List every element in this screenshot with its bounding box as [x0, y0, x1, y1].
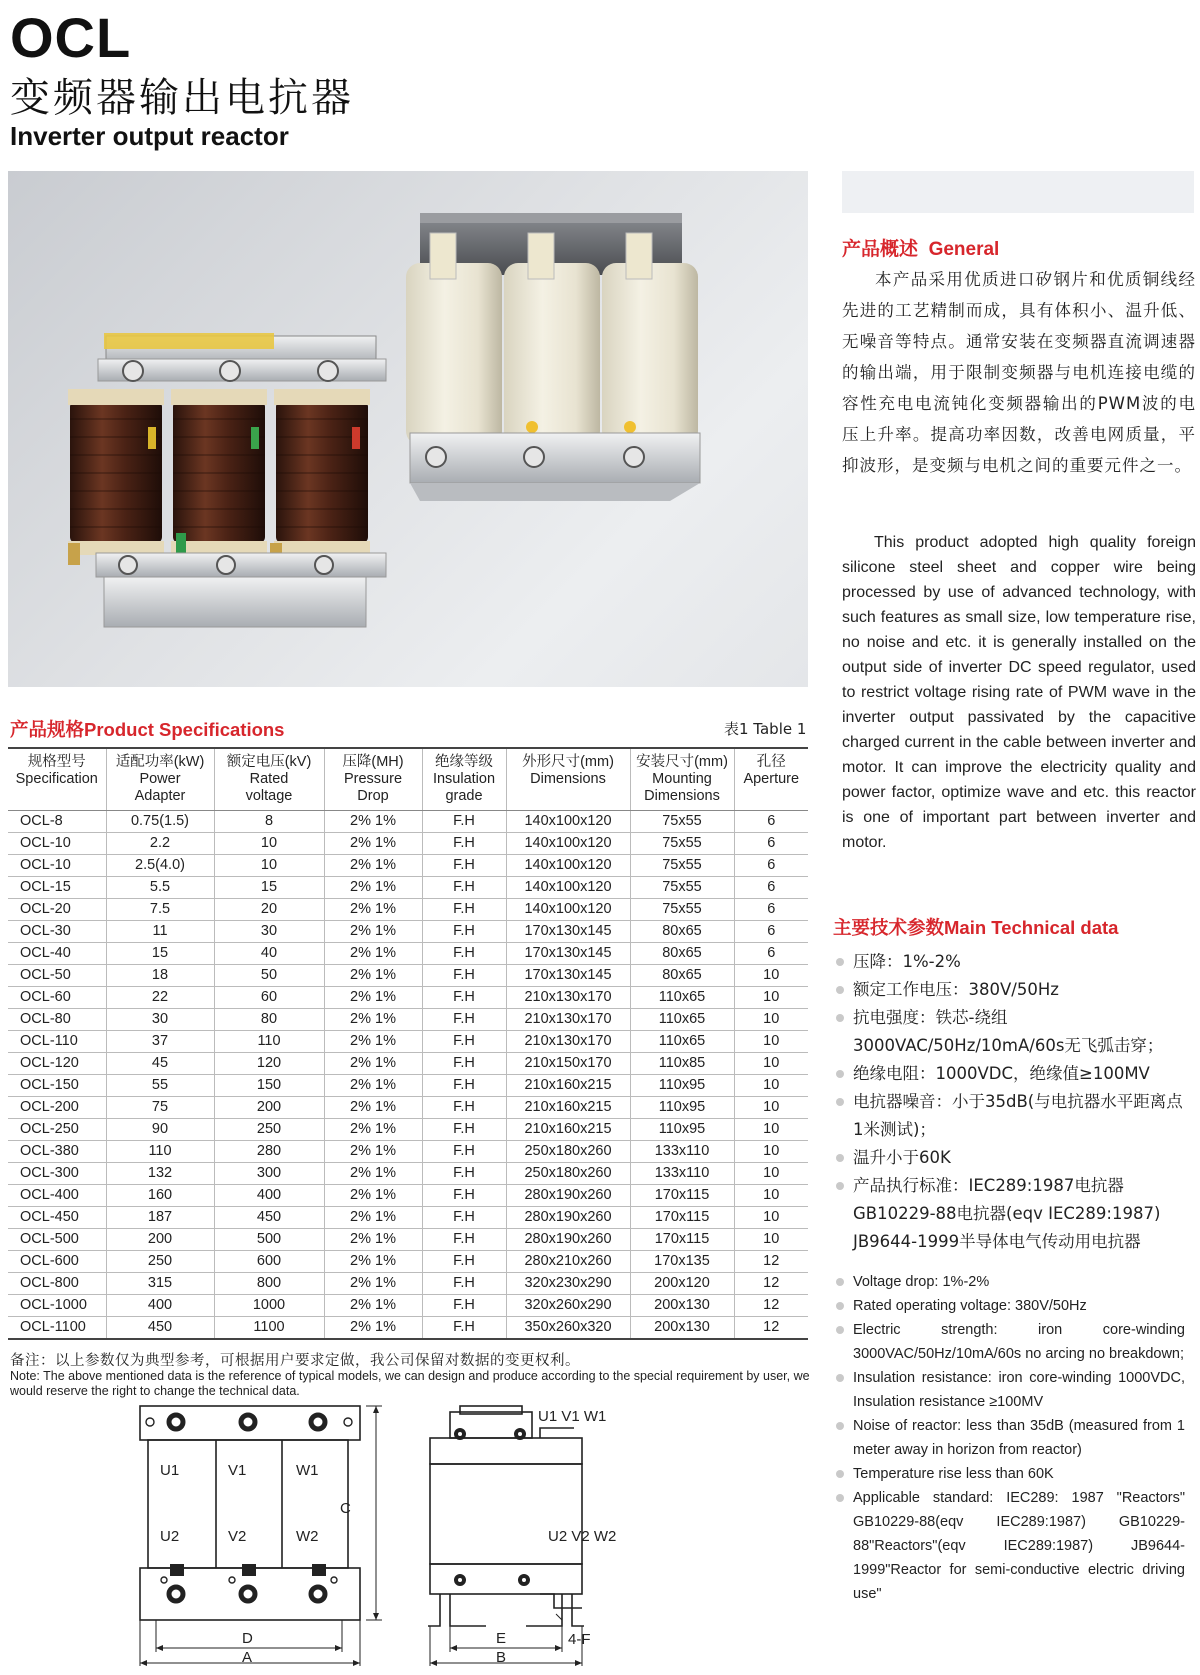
table-cell: 400: [214, 1184, 324, 1206]
table-cell: 2% 1%: [324, 1030, 422, 1052]
header-cell: 压降(MH) Pressure Drop: [324, 748, 422, 810]
table-row: [8, 986, 808, 1008]
table-cell: 200x130: [630, 1294, 734, 1316]
table-row: [8, 810, 808, 832]
table-row: [8, 1228, 808, 1250]
table-cell: 170x115: [630, 1184, 734, 1206]
table-cell: OCL-600: [8, 1250, 106, 1272]
table-row: [8, 1294, 808, 1316]
table-cell: 2% 1%: [324, 986, 422, 1008]
table-cell: 60: [214, 986, 324, 1008]
table-cell: 110x95: [630, 1118, 734, 1140]
table-cell: 132: [106, 1162, 214, 1184]
table-cell: 2% 1%: [324, 942, 422, 964]
table-cell: 8: [214, 810, 324, 832]
list-item: Voltage drop: 1%-2%: [833, 1270, 1185, 1294]
table-cell: F.H: [422, 898, 506, 920]
table-row: [8, 898, 808, 920]
table-cell: 10: [734, 1030, 808, 1052]
label-dim-b: B: [496, 1649, 507, 1666]
table-header-row: [8, 748, 808, 810]
label-dim-d: D: [242, 1630, 253, 1647]
table-cell: 110x65: [630, 1008, 734, 1030]
table-cell: 170x130x145: [506, 942, 630, 964]
list-item: 额定工作电压：380V/50Hz: [833, 976, 1185, 1004]
table-row: [8, 1316, 808, 1339]
table-cell: OCL-800: [8, 1272, 106, 1294]
table-cell: F.H: [422, 942, 506, 964]
table-cell: 210x160x215: [506, 1074, 630, 1096]
table-cell: F.H: [422, 1140, 506, 1162]
general-body-cn: 本产品采用优质进口矽钢片和优质铜线经先进的工艺精制而成，具有体积小、温升低、无噪音等特点。通常安装在变频器直流调速器的输出端，用于限制变频器与电机连接电缆的容性充电电流钝化变频器输出的PWM波的电压上升率。提高功率因数，改善电网质量，平抑波形，是变频与电机之间的重要元件之一。: [842, 270, 1196, 475]
table-cell: 6: [734, 810, 808, 832]
table-cell: 200x130: [630, 1316, 734, 1339]
general-body-en: This product adopted high quality foreign silicone steel sheet and copper wire being processed by use of advanced technology, with such features as small size, low temperature rise, no noise and etc. it is generally installed on the output side of inverter DC speed regulator, used to restrict voltage rising rate of PWM wave in the inverter output passivated by the capacitive charged current in the cable between inverter and motor. It can improve the electricity quality and power factor, optimize wave and etc. this reactor is one of important part between inverter and motor.: [842, 534, 1196, 851]
table-cell: 250: [214, 1118, 324, 1140]
table-cell: F.H: [422, 1118, 506, 1140]
table-row: [8, 1184, 808, 1206]
table-cell: 2% 1%: [324, 1074, 422, 1096]
label-dim-e: E: [496, 1630, 507, 1647]
table-cell: 10: [734, 1118, 808, 1140]
table-row: [8, 876, 808, 898]
table-cell: 200: [106, 1228, 214, 1250]
list-item: 温升小于60K: [833, 1144, 1185, 1172]
table-cell: 80: [214, 1008, 324, 1030]
table-row: [8, 1030, 808, 1052]
list-item: Noise of reactor: less than 35dB (measured from 1 meter away in horizon from reactor): [833, 1414, 1185, 1462]
table-cell: 2% 1%: [324, 920, 422, 942]
table-row: [8, 920, 808, 942]
reactor-product-photo: [8, 171, 808, 687]
table-cell: F.H: [422, 986, 506, 1008]
table-cell: F.H: [422, 810, 506, 832]
table-cell: 1100: [214, 1316, 324, 1339]
table-cell: F.H: [422, 1294, 506, 1316]
front-view-drawing: [130, 1404, 400, 1670]
general-title: [842, 234, 999, 261]
label-w2: W2: [296, 1528, 319, 1545]
table-cell: 187: [106, 1206, 214, 1228]
table-cell: 2% 1%: [324, 810, 422, 832]
table-row: [8, 1008, 808, 1030]
table-cell: OCL-40: [8, 942, 106, 964]
list-item: 产品执行标准：IEC289:1987电抗器 GB10229-88电抗器(eqv IEC289:1987) JB9644-1999半导体电气传动用电抗器: [833, 1172, 1185, 1256]
specs-title-en: Product Specifications: [84, 719, 285, 740]
table-row: [8, 1206, 808, 1228]
table-cell: 2% 1%: [324, 1272, 422, 1294]
table-cell: 10: [214, 854, 324, 876]
table-cell: 150: [214, 1074, 324, 1096]
technical-title: [833, 914, 1118, 940]
table-row: [8, 964, 808, 986]
table-cell: 80x65: [630, 920, 734, 942]
table-cell: 170x115: [630, 1228, 734, 1250]
table-cell: 30: [214, 920, 324, 942]
table-cell: 110: [214, 1030, 324, 1052]
table-cell: 210x130x170: [506, 1030, 630, 1052]
header-cell: 绝缘等级 Insulation grade: [422, 748, 506, 810]
technical-list-en: [833, 1270, 1185, 1606]
table-cell: OCL-10: [8, 832, 106, 854]
table-cell: F.H: [422, 1316, 506, 1339]
table-cell: 10: [734, 1096, 808, 1118]
table-cell: 350x260x320: [506, 1316, 630, 1339]
table-cell: 75x55: [630, 854, 734, 876]
table-cell: F.H: [422, 1074, 506, 1096]
table-cell: OCL-110: [8, 1030, 106, 1052]
table-cell: 2% 1%: [324, 832, 422, 854]
table-cell: 170x115: [630, 1206, 734, 1228]
table-cell: 10: [734, 1074, 808, 1096]
technical-title-en: Main Technical data: [944, 917, 1119, 938]
table-cell: 10: [734, 986, 808, 1008]
list-item: Insulation resistance: iron core-winding 1000VDC, Insulation resistance ≥100MV: [833, 1366, 1185, 1414]
table-cell: 2% 1%: [324, 1206, 422, 1228]
table-cell: F.H: [422, 832, 506, 854]
table-cell: OCL-15: [8, 876, 106, 898]
table-cell: 210x130x170: [506, 986, 630, 1008]
label-u1: U1: [160, 1462, 180, 1479]
table-cell: OCL-500: [8, 1228, 106, 1250]
specs-title: [10, 716, 284, 742]
table-cell: 2% 1%: [324, 854, 422, 876]
table-cell: 10: [734, 1228, 808, 1250]
table-row: [8, 1096, 808, 1118]
table-cell: 30: [106, 1008, 214, 1030]
label-v1: V1: [228, 1462, 247, 1479]
list-item: Electric strength: iron core-winding 3000VAC/50Hz/10mA/60s no arcing no breakdown;: [833, 1318, 1185, 1366]
table-cell: F.H: [422, 920, 506, 942]
table-cell: 200x120: [630, 1272, 734, 1294]
table-cell: 450: [106, 1316, 214, 1339]
table-cell: OCL-8: [8, 810, 106, 832]
table-cell: 6: [734, 876, 808, 898]
table-cell: 400: [106, 1294, 214, 1316]
table-cell: 10: [734, 1206, 808, 1228]
table-cell: 110x85: [630, 1052, 734, 1074]
table-cell: OCL-20: [8, 898, 106, 920]
table-cell: 75x55: [630, 810, 734, 832]
table-cell: 80x65: [630, 942, 734, 964]
table-cell: 133x110: [630, 1162, 734, 1184]
table-cell: 300: [214, 1162, 324, 1184]
table-cell: 12: [734, 1250, 808, 1272]
table-cell: 170x130x145: [506, 964, 630, 986]
note-en: Note: The above mentioned data is the reference of typical models, we can design and produce according to the special requirement by user, we would reserve the right to change the technical data.: [10, 1369, 810, 1398]
table-cell: 75x55: [630, 876, 734, 898]
table-row: [8, 854, 808, 876]
header-cell: 额定电压(kV) Rated voltage: [214, 748, 324, 810]
table-cell: 50: [214, 964, 324, 986]
header-gray-bar: [842, 171, 1194, 213]
table-cell: 140x100x120: [506, 876, 630, 898]
table-cell: 2% 1%: [324, 1140, 422, 1162]
header-cell: 孔径 Aperture: [734, 748, 808, 810]
table-row: [8, 1140, 808, 1162]
table-cell: 55: [106, 1074, 214, 1096]
list-item: Rated operating voltage: 380V/50Hz: [833, 1294, 1185, 1318]
table-cell: F.H: [422, 964, 506, 986]
table-cell: 320x260x290: [506, 1294, 630, 1316]
table-cell: 15: [214, 876, 324, 898]
table-cell: F.H: [422, 1272, 506, 1294]
table-cell: 280: [214, 1140, 324, 1162]
table-cell: 90: [106, 1118, 214, 1140]
label-dim-c: C: [340, 1500, 351, 1517]
list-item: 绝缘电阻：1000VDC，绝缘值≥100MV: [833, 1060, 1185, 1088]
table-cell: OCL-300: [8, 1162, 106, 1184]
table-cell: 6: [734, 942, 808, 964]
table-cell: 320x230x290: [506, 1272, 630, 1294]
table-cell: 2% 1%: [324, 1052, 422, 1074]
table-cell: OCL-1000: [8, 1294, 106, 1316]
table-cell: OCL-60: [8, 986, 106, 1008]
table-row: [8, 1250, 808, 1272]
table-cell: 140x100x120: [506, 854, 630, 876]
table-cell: 250x180x260: [506, 1162, 630, 1184]
product-title-cn: 变频器输出电抗器: [10, 75, 354, 121]
table-cell: 11: [106, 920, 214, 942]
table-cell: F.H: [422, 1052, 506, 1074]
product-title-en: Inverter output reactor: [10, 121, 289, 151]
table-cell: 2% 1%: [324, 1228, 422, 1250]
table-cell: 110: [106, 1140, 214, 1162]
table-cell: 450: [214, 1206, 324, 1228]
list-item: 抗电强度：铁芯-绕组3000VAC/50Hz/10mA/60s无飞弧击穿；: [833, 1004, 1185, 1060]
table-cell: OCL-400: [8, 1184, 106, 1206]
label-bottom-terminals: U2 V2 W2: [548, 1528, 617, 1545]
list-item: Applicable standard: IEC289: 1987 "Reactors" GB10229-88(eqv IEC289:1987) GB10229-88"Reactors"(eqv IEC289:1987) JB9644-1999"Reactor for semi-conductive electric driving use": [833, 1486, 1185, 1606]
table-cell: OCL-120: [8, 1052, 106, 1074]
table-cell: OCL-150: [8, 1074, 106, 1096]
table-cell: 10: [734, 1052, 808, 1074]
table-cell: 6: [734, 920, 808, 942]
table-cell: 2% 1%: [324, 1250, 422, 1272]
note-cn: 备注：以上参数仅为典型参考，可根据用户要求定做，我公司保留对数据的变更权利。: [10, 1353, 580, 1369]
table-row: [8, 1272, 808, 1294]
technical-list-cn: [833, 948, 1185, 1256]
table-cell: 80x65: [630, 964, 734, 986]
table-cell: 210x130x170: [506, 1008, 630, 1030]
table-cell: 280x190x260: [506, 1206, 630, 1228]
table-row: [8, 1052, 808, 1074]
label-top-terminals: U1 V1 W1: [538, 1408, 607, 1425]
table-cell: 10: [734, 964, 808, 986]
table-cell: OCL-380: [8, 1140, 106, 1162]
table-cell: 37: [106, 1030, 214, 1052]
table-cell: 20: [214, 898, 324, 920]
table-cell: 210x160x215: [506, 1118, 630, 1140]
table-cell: 315: [106, 1272, 214, 1294]
table-cell: 5.5: [106, 876, 214, 898]
spec-table: [8, 747, 808, 1340]
label-u2: U2: [160, 1528, 180, 1545]
table-cell: F.H: [422, 854, 506, 876]
table-cell: 2% 1%: [324, 964, 422, 986]
table-cell: 140x100x120: [506, 810, 630, 832]
table-cell: 250: [106, 1250, 214, 1272]
table-cell: 22: [106, 986, 214, 1008]
table-cell: 15: [106, 942, 214, 964]
table-cell: 210x150x170: [506, 1052, 630, 1074]
table-cell: 10: [734, 1008, 808, 1030]
specs-title-cn: 产品规格: [10, 720, 85, 741]
general-title-cn: 产品概述: [842, 238, 919, 260]
header-cell: 规格型号 Specification: [8, 748, 106, 810]
table-cell: 200: [214, 1096, 324, 1118]
table-cell: 1000: [214, 1294, 324, 1316]
table-cell: 140x100x120: [506, 832, 630, 854]
table-cell: 110x65: [630, 1030, 734, 1052]
table-cell: F.H: [422, 1206, 506, 1228]
table-cell: 2% 1%: [324, 876, 422, 898]
table-cell: OCL-80: [8, 1008, 106, 1030]
table-cell: 10: [214, 832, 324, 854]
table-cell: 110x65: [630, 986, 734, 1008]
label-w1: W1: [296, 1462, 319, 1479]
table-row: [8, 1162, 808, 1184]
header-cell: 适配功率(kW) Power Adapter: [106, 748, 214, 810]
table-cell: 12: [734, 1272, 808, 1294]
table-row: [8, 1118, 808, 1140]
label-dim-f: 4-F: [568, 1631, 591, 1648]
table-row: [8, 832, 808, 854]
table-cell: 0.75(1.5): [106, 810, 214, 832]
table-cell: 800: [214, 1272, 324, 1294]
technical-title-cn: 主要技术参数: [833, 918, 945, 939]
table-cell: OCL-30: [8, 920, 106, 942]
table-cell: OCL-200: [8, 1096, 106, 1118]
table-cell: 250x180x260: [506, 1140, 630, 1162]
table-cell: 120: [214, 1052, 324, 1074]
table-cell: 75x55: [630, 898, 734, 920]
table-cell: 2% 1%: [324, 1118, 422, 1140]
table-cell: F.H: [422, 1008, 506, 1030]
table-cell: 75x55: [630, 832, 734, 854]
table-cell: OCL-250: [8, 1118, 106, 1140]
table-cell: 2% 1%: [324, 1294, 422, 1316]
table-cell: 140x100x120: [506, 898, 630, 920]
table-cell: F.H: [422, 1250, 506, 1272]
table-cell: 133x110: [630, 1140, 734, 1162]
list-item: 压降：1%-2%: [833, 948, 1185, 976]
side-view-drawing: [430, 1404, 680, 1670]
table-cell: 2% 1%: [324, 898, 422, 920]
table-row: [8, 1074, 808, 1096]
table-cell: F.H: [422, 1030, 506, 1052]
table-cell: 40: [214, 942, 324, 964]
table-cell: 2.5(4.0): [106, 854, 214, 876]
table-cell: 2% 1%: [324, 1008, 422, 1030]
table-cell: OCL-50: [8, 964, 106, 986]
table-cell: 110x95: [630, 1074, 734, 1096]
table-cell: 2% 1%: [324, 1096, 422, 1118]
table-cell: 10: [734, 1184, 808, 1206]
table-cell: 500: [214, 1228, 324, 1250]
header-cell: 安装尺寸(mm) Mounting Dimensions: [630, 748, 734, 810]
table-cell: 75: [106, 1096, 214, 1118]
table-cell: 600: [214, 1250, 324, 1272]
list-item: Temperature rise less than 60K: [833, 1462, 1185, 1486]
table-cell: F.H: [422, 1162, 506, 1184]
table-cell: OCL-1100: [8, 1316, 106, 1339]
table-cell: 170x130x145: [506, 920, 630, 942]
table-cell: 2.2: [106, 832, 214, 854]
table-cell: 2% 1%: [324, 1184, 422, 1206]
table-caption: 表1 Table 1: [724, 720, 807, 738]
table-cell: 2% 1%: [324, 1162, 422, 1184]
table-cell: 45: [106, 1052, 214, 1074]
label-v2: V2: [228, 1528, 247, 1545]
table-cell: 6: [734, 832, 808, 854]
table-cell: 160: [106, 1184, 214, 1206]
table-cell: F.H: [422, 876, 506, 898]
label-dim-a: A: [242, 1649, 253, 1666]
table-cell: 2% 1%: [324, 1316, 422, 1339]
table-cell: OCL-450: [8, 1206, 106, 1228]
table-cell: F.H: [422, 1228, 506, 1250]
table-cell: 280x190x260: [506, 1184, 630, 1206]
table-cell: F.H: [422, 1184, 506, 1206]
table-cell: 280x190x260: [506, 1228, 630, 1250]
table-cell: 6: [734, 898, 808, 920]
table-cell: 10: [734, 1162, 808, 1184]
table-cell: 6: [734, 854, 808, 876]
table-cell: 7.5: [106, 898, 214, 920]
general-title-en: General: [928, 239, 1000, 260]
reactor-illustration: [8, 171, 808, 687]
table-row: [8, 942, 808, 964]
list-item: 电抗器噪音：小于35dB(与电抗器水平距离点1米测试)；: [833, 1088, 1185, 1144]
table-cell: 110x95: [630, 1096, 734, 1118]
product-code: OCL: [10, 6, 132, 69]
header-cell: 外形尺寸(mm) Dimensions: [506, 748, 630, 810]
table-cell: OCL-10: [8, 854, 106, 876]
table-cell: 280x210x260: [506, 1250, 630, 1272]
table-cell: 10: [734, 1140, 808, 1162]
table-cell: 170x135: [630, 1250, 734, 1272]
table-cell: 12: [734, 1294, 808, 1316]
table-cell: 210x160x215: [506, 1096, 630, 1118]
table-cell: 12: [734, 1316, 808, 1339]
table-cell: 18: [106, 964, 214, 986]
table-cell: F.H: [422, 1096, 506, 1118]
